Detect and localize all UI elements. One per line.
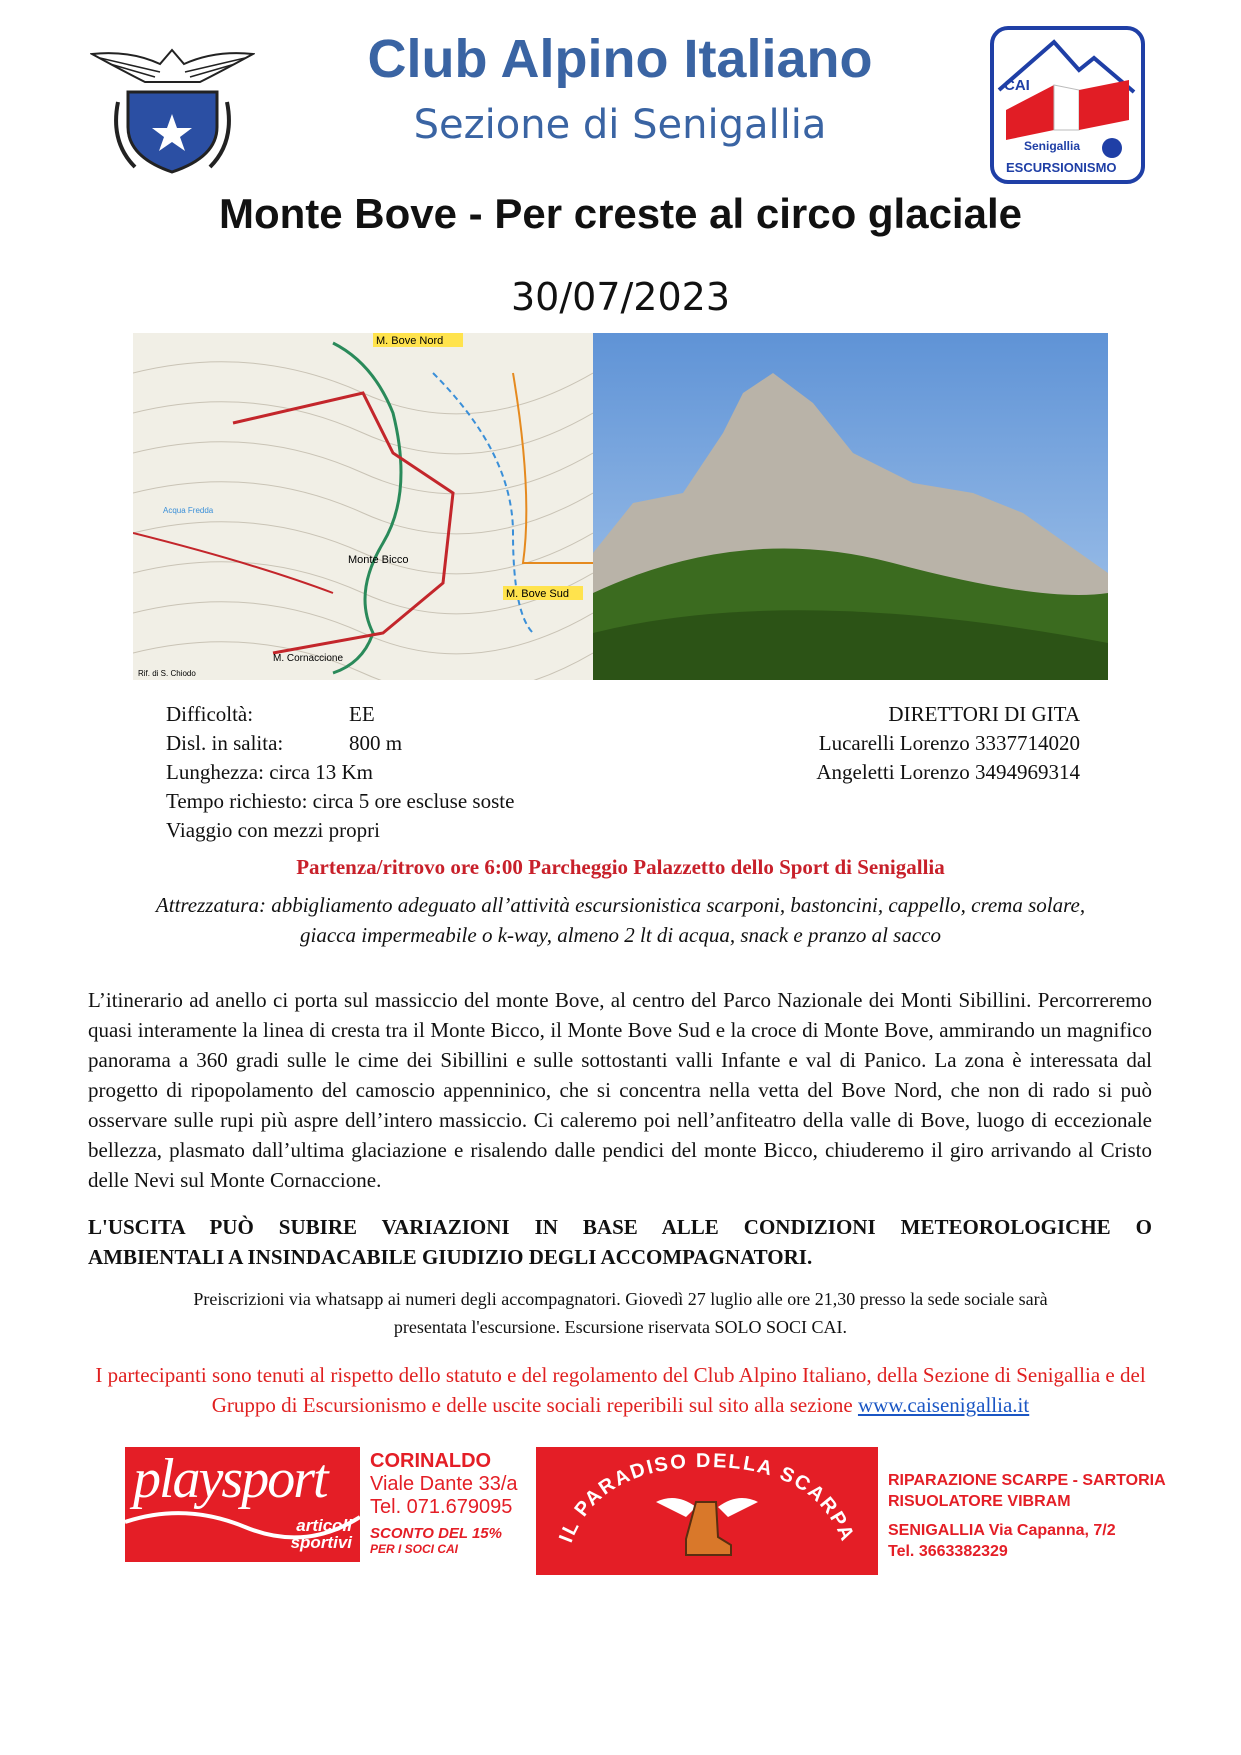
- directors-heading: DIRETTORI DI GITA: [888, 702, 1080, 726]
- map-label: M. Bove Sud: [506, 588, 569, 600]
- cai-eagle-logo: [90, 42, 255, 177]
- paradiso-scarpa-ad: [536, 1447, 878, 1575]
- club-title: Club Alpino Italiano: [367, 29, 873, 89]
- map-label: Monte Bicco: [348, 554, 409, 566]
- section-subtitle: Sezione di Senigallia: [413, 102, 827, 148]
- meeting-point: Partenza/ritrovo ore 6:00 Parcheggio Palazzetto dello Sport di Senigallia: [296, 855, 945, 879]
- playsport-logo: playsport: [133, 1448, 327, 1510]
- map-label: Rif. di S. Chiodo: [138, 669, 196, 678]
- director: Lucarelli Lorenzo 3337714020: [818, 731, 1080, 755]
- paradiso-info: RIPARAZIONE SCARPE - SARTORIA RISUOLATORE VIBRAM SENIGALLIA Via Capanna, 7/2 Tel. 3663382329: [888, 1472, 1166, 1560]
- trip-details: [166, 700, 686, 845]
- description: L’itinerario ad anello ci porta sul massiccio del monte Bove, al centro del Parco Nazionale dei Monti Sibillini. Percorreremo quasi interamente la linea di cresta tra il Monte Bicco, il Monte Bove Sud e la croce di Monte Bove, ammirando un magnifico panorama a 360 gradi sulle le cime dei Sibillini e sulle sottostanti valli Infante e val di Panico. La zona è interessata dal progetto di ripopolamento del camoscio appenninico, che si concentra nella vetta del Bove Nord, che non di rado si può osservare sulle rupi più aspre dell’intero massiccio. Ci caleremo poi nell’anfiteatro della valle di Bove, luogo di eccezionale bellezza, plasmato dall’ultima glaciazione e risalendo dalle pendici del monte Bicco, chiuderemo il giro arrivando al Cristo delle Nevi sul Monte Cornaccione.: [88, 988, 1152, 1192]
- event-date: 30/07/2023: [510, 275, 731, 319]
- route-map: [133, 333, 593, 680]
- detail-travel: Viaggio con mezzi propri: [166, 818, 380, 842]
- map-label: Acqua Fredda: [163, 506, 214, 515]
- detail-difficulty: Difficoltà: EE: [166, 702, 375, 726]
- svg-text:ESCURSIONISMO: ESCURSIONISMO: [1006, 160, 1117, 175]
- map-label: M. Cornaccione: [273, 653, 344, 664]
- weather-warning: L'USCITA PUÒ SUBIRE VARIAZIONI IN BASE ALLE CONDIZIONI METEOROLOGICHE O AMBIENTALI A INSINDACABILE GIUDIZIO DEGLI ACCOMPAGNATORI.: [88, 1215, 1152, 1269]
- detail-elevation: Disl. in salita: 800 m: [166, 731, 403, 755]
- svg-text:IL PARADISO DELLA SCARPA: IL PARADISO DELLA SCARPA: [555, 1449, 859, 1546]
- svg-text:CAI: CAI: [1004, 77, 1030, 94]
- detail-time: Tempo richiesto: circa 5 ore escluse soste: [166, 789, 515, 813]
- playsport-info: CORINALDO Viale Dante 33/a Tel. 071.679095 SCONTO DEL 15% PER I SOCI CAI: [370, 1450, 518, 1556]
- website-link[interactable]: www.caisenigallia.it: [857, 1393, 1030, 1417]
- map-label: M. Bove Nord: [376, 335, 444, 347]
- escursionismo-logo: [990, 26, 1145, 184]
- event-title: Monte Bove - Per creste al circo glaciale: [218, 190, 1022, 237]
- rules-notice: I partecipanti sono tenuti al rispetto dello statuto e del regolamento del Club Alpino Italiano, della Sezione di Senigallia e del Gruppo di Escursionismo e delle uscite sociali reperibili sul sito alla sezione www.caisenigallia.it: [95, 1363, 1146, 1417]
- mountain-photo: [593, 333, 1108, 680]
- svg-text:Senigallia: Senigallia: [1024, 139, 1081, 153]
- trip-directors: [680, 700, 1080, 787]
- registration-info: Preiscrizioni via whatsapp ai numeri degli accompagnatori. Giovedì 27 luglio alle ore 21,30 presso la sede sociale sarà presentata l'escursione. Escursione riservata SOLO SOCI CAI.: [193, 1289, 1048, 1337]
- detail-length: Lunghezza: circa 13 Km: [166, 760, 373, 784]
- equipment: Attrezzatura: abbigliamento adeguato all’attività escursionistica scarponi, bastoncini, cappello, crema solare, giacca impermeabile o k-way, almeno 2 lt di acqua, snack e pranzo al sacco: [155, 893, 1086, 947]
- playsport-ad: playsport articoli sportivi: [125, 1447, 360, 1562]
- director: Angeletti Lorenzo 3494969314: [816, 760, 1080, 784]
